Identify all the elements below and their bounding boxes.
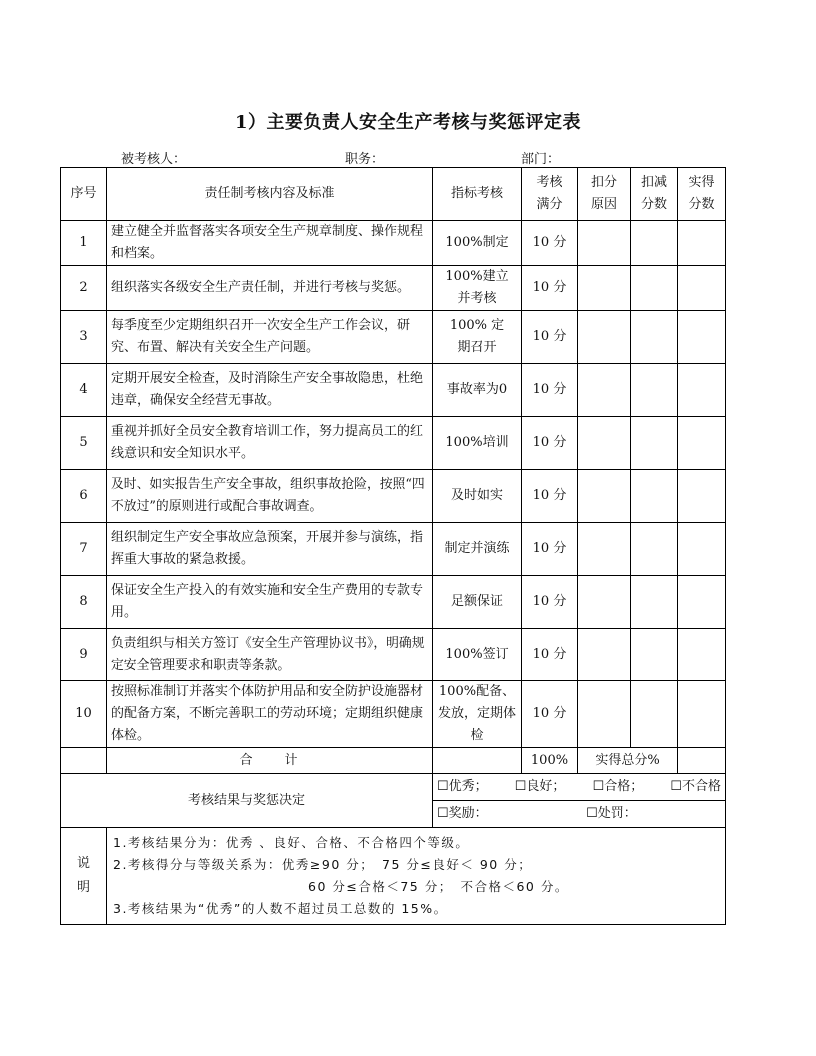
result-label: 考核结果与奖惩决定: [61, 774, 433, 828]
row-seq: 6: [61, 470, 107, 523]
notes-row: [61, 828, 726, 925]
table-row: [61, 576, 726, 629]
table-row: [61, 681, 726, 748]
row-actual-score-cell[interactable]: [678, 311, 726, 364]
note-line-3: 3.考核结果为“优秀”的人数不超过员工总数的 15%。: [113, 901, 448, 916]
row-seq: 8: [61, 576, 107, 629]
row-deduct-reason-cell[interactable]: [578, 221, 631, 266]
row-actual-score-cell[interactable]: [678, 417, 726, 470]
row-actual-score-cell[interactable]: [678, 681, 726, 748]
note-line-2b: 60 分≤合格＜75 分； 不合格＜60 分。: [308, 879, 569, 894]
note-line-1: 1.考核结果分为：优秀 、良好、合格、不合格四个等级。: [113, 835, 470, 850]
row-deduct-points-cell[interactable]: [631, 417, 678, 470]
row-deduct-reason-cell[interactable]: [578, 523, 631, 576]
row-seq: 7: [61, 523, 107, 576]
row-deduct-points-cell[interactable]: [631, 681, 678, 748]
grade-options: [433, 774, 726, 801]
total-actual-label: 实得总分%: [578, 748, 678, 774]
row-full-score: 10 分: [522, 417, 578, 470]
row-full-score: 10 分: [522, 221, 578, 266]
row-deduct-reason-cell[interactable]: [578, 364, 631, 417]
row-full-score: 10 分: [522, 681, 578, 748]
row-content: 组织制定生产安全事故应急预案，开展并参与演练，指挥重大事故的紧急救援。: [107, 523, 433, 576]
header-content: 责任制考核内容及标准: [107, 168, 433, 221]
row-full-score: 10 分: [522, 576, 578, 629]
total-row: [61, 748, 726, 774]
penalty-checkbox[interactable]: ☐处罚：: [586, 806, 637, 821]
header-deduct-reason: 扣分原因: [578, 168, 631, 221]
header-seq: 序号: [61, 168, 107, 221]
row-indicator: 及时如实: [433, 470, 522, 523]
row-actual-score-cell[interactable]: [678, 523, 726, 576]
row-indicator: 100% 定期召开: [433, 311, 522, 364]
row-indicator: 事故率为0: [433, 364, 522, 417]
row-actual-score-cell[interactable]: [678, 470, 726, 523]
row-deduct-reason-cell[interactable]: [578, 576, 631, 629]
table-row: [61, 629, 726, 681]
grade-good-checkbox[interactable]: ☐良好；: [514, 779, 566, 794]
row-indicator: 100%建立并考核: [433, 266, 522, 311]
row-actual-score-cell[interactable]: [678, 629, 726, 681]
notes-label: 说明: [61, 828, 107, 925]
notes-content: [107, 828, 726, 925]
row-deduct-reason-cell[interactable]: [578, 681, 631, 748]
row-content: 定期开展安全检查，及时消除生产安全事故隐患，杜绝违章，确保安全经营无事故。: [107, 364, 433, 417]
assessment-table: [60, 167, 726, 925]
header-row: [61, 168, 726, 221]
grade-excellent-checkbox[interactable]: ☐优秀；: [437, 779, 488, 794]
row-deduct-points-cell[interactable]: [631, 523, 678, 576]
row-content: 及时、如实报告生产安全事故，组织事故抢险，按照“四不放过”的原则进行或配合事故调查。: [107, 470, 433, 523]
row-actual-score-cell[interactable]: [678, 364, 726, 417]
total-label: 合 计: [107, 748, 433, 774]
row-indicator: 100%配备、发放，定期体检: [433, 681, 522, 748]
row-actual-score-cell[interactable]: [678, 576, 726, 629]
position-label: 职务：: [345, 152, 385, 167]
row-deduct-reason-cell[interactable]: [578, 629, 631, 681]
row-deduct-points-cell[interactable]: [631, 470, 678, 523]
page-title: 1）主要负责人安全生产考核与奖惩评定表: [234, 112, 582, 133]
row-seq: 2: [61, 266, 107, 311]
row-full-score: 10 分: [522, 470, 578, 523]
row-deduct-points-cell[interactable]: [631, 311, 678, 364]
table-row: [61, 523, 726, 576]
row-content: 按照标准制订并落实个体防护用品和安全防护设施器材的配备方案，不断完善职工的劳动环境；定期组织健康体检。: [107, 681, 433, 748]
row-content: 负责组织与相关方签订《安全生产管理协议书》，明确规定安全管理要求和职责等条款。: [107, 629, 433, 681]
row-deduct-reason-cell[interactable]: [578, 417, 631, 470]
row-actual-score-cell[interactable]: [678, 266, 726, 311]
header-indicator: 指标考核: [433, 168, 522, 221]
row-seq: 3: [61, 311, 107, 364]
header-full-score: 考核满分: [522, 168, 578, 221]
row-deduct-points-cell[interactable]: [631, 629, 678, 681]
grade-pass-checkbox[interactable]: ☐合格；: [592, 779, 644, 794]
row-full-score: 10 分: [522, 629, 578, 681]
row-deduct-points-cell[interactable]: [631, 364, 678, 417]
reward-checkbox[interactable]: ☐奖励：: [437, 806, 488, 821]
note-line-2: 2.考核得分与等级关系为：优秀≥90 分； 75 分≤良好＜ 90 分；: [113, 857, 533, 872]
total-actual-score-cell[interactable]: [678, 748, 726, 774]
header-actual-score: 实得分数: [678, 168, 726, 221]
table-row: [61, 417, 726, 470]
table-row: [61, 266, 726, 311]
row-deduct-points-cell[interactable]: [631, 576, 678, 629]
row-actual-score-cell[interactable]: [678, 221, 726, 266]
row-seq: 10: [61, 681, 107, 748]
table-row: [61, 364, 726, 417]
table-row: [61, 470, 726, 523]
header-deduct-points: 扣减分数: [631, 168, 678, 221]
row-content: 每季度至少定期组织召开一次安全生产工作会议，研究、布置、解决有关安全生产问题。: [107, 311, 433, 364]
row-deduct-reason-cell[interactable]: [578, 311, 631, 364]
examinee-label: 被考核人：: [121, 152, 187, 167]
row-deduct-points-cell[interactable]: [631, 266, 678, 311]
row-seq: 5: [61, 417, 107, 470]
row-content: 重视并抓好全员安全教育培训工作，努力提高员工的红线意识和安全知识水平。: [107, 417, 433, 470]
row-full-score: 10 分: [522, 364, 578, 417]
row-deduct-reason-cell[interactable]: [578, 470, 631, 523]
row-indicator: 100%签订: [433, 629, 522, 681]
row-content: 组织落实各级安全生产责任制，并进行考核与奖惩。: [107, 266, 433, 311]
total-full-score: 100%: [522, 748, 578, 774]
total-indicator-cell: [433, 748, 522, 774]
row-content: 保证安全生产投入的有效实施和安全生产费用的专款专用。: [107, 576, 433, 629]
row-full-score: 10 分: [522, 311, 578, 364]
row-content: 建立健全并监督落实各项安全生产规章制度、操作规程和档案。: [107, 221, 433, 266]
row-indicator: 制定并演练: [433, 523, 522, 576]
table-row: [61, 311, 726, 364]
row-deduct-reason-cell[interactable]: [578, 266, 631, 311]
row-indicator: 100%培训: [433, 417, 522, 470]
row-seq: 4: [61, 364, 107, 417]
total-seq-cell: [61, 748, 107, 774]
grade-fail-checkbox[interactable]: ☐不合格: [670, 779, 721, 794]
row-full-score: 10 分: [522, 523, 578, 576]
row-full-score: 10 分: [522, 266, 578, 311]
row-deduct-points-cell[interactable]: [631, 221, 678, 266]
table-row: [61, 221, 726, 266]
row-indicator: 100%制定: [433, 221, 522, 266]
department-label: 部门：: [521, 152, 561, 167]
row-seq: 9: [61, 629, 107, 681]
reward-penalty-options: [433, 801, 726, 828]
result-row-grades: [61, 774, 726, 801]
row-indicator: 足额保证: [433, 576, 522, 629]
row-seq: 1: [61, 221, 107, 266]
